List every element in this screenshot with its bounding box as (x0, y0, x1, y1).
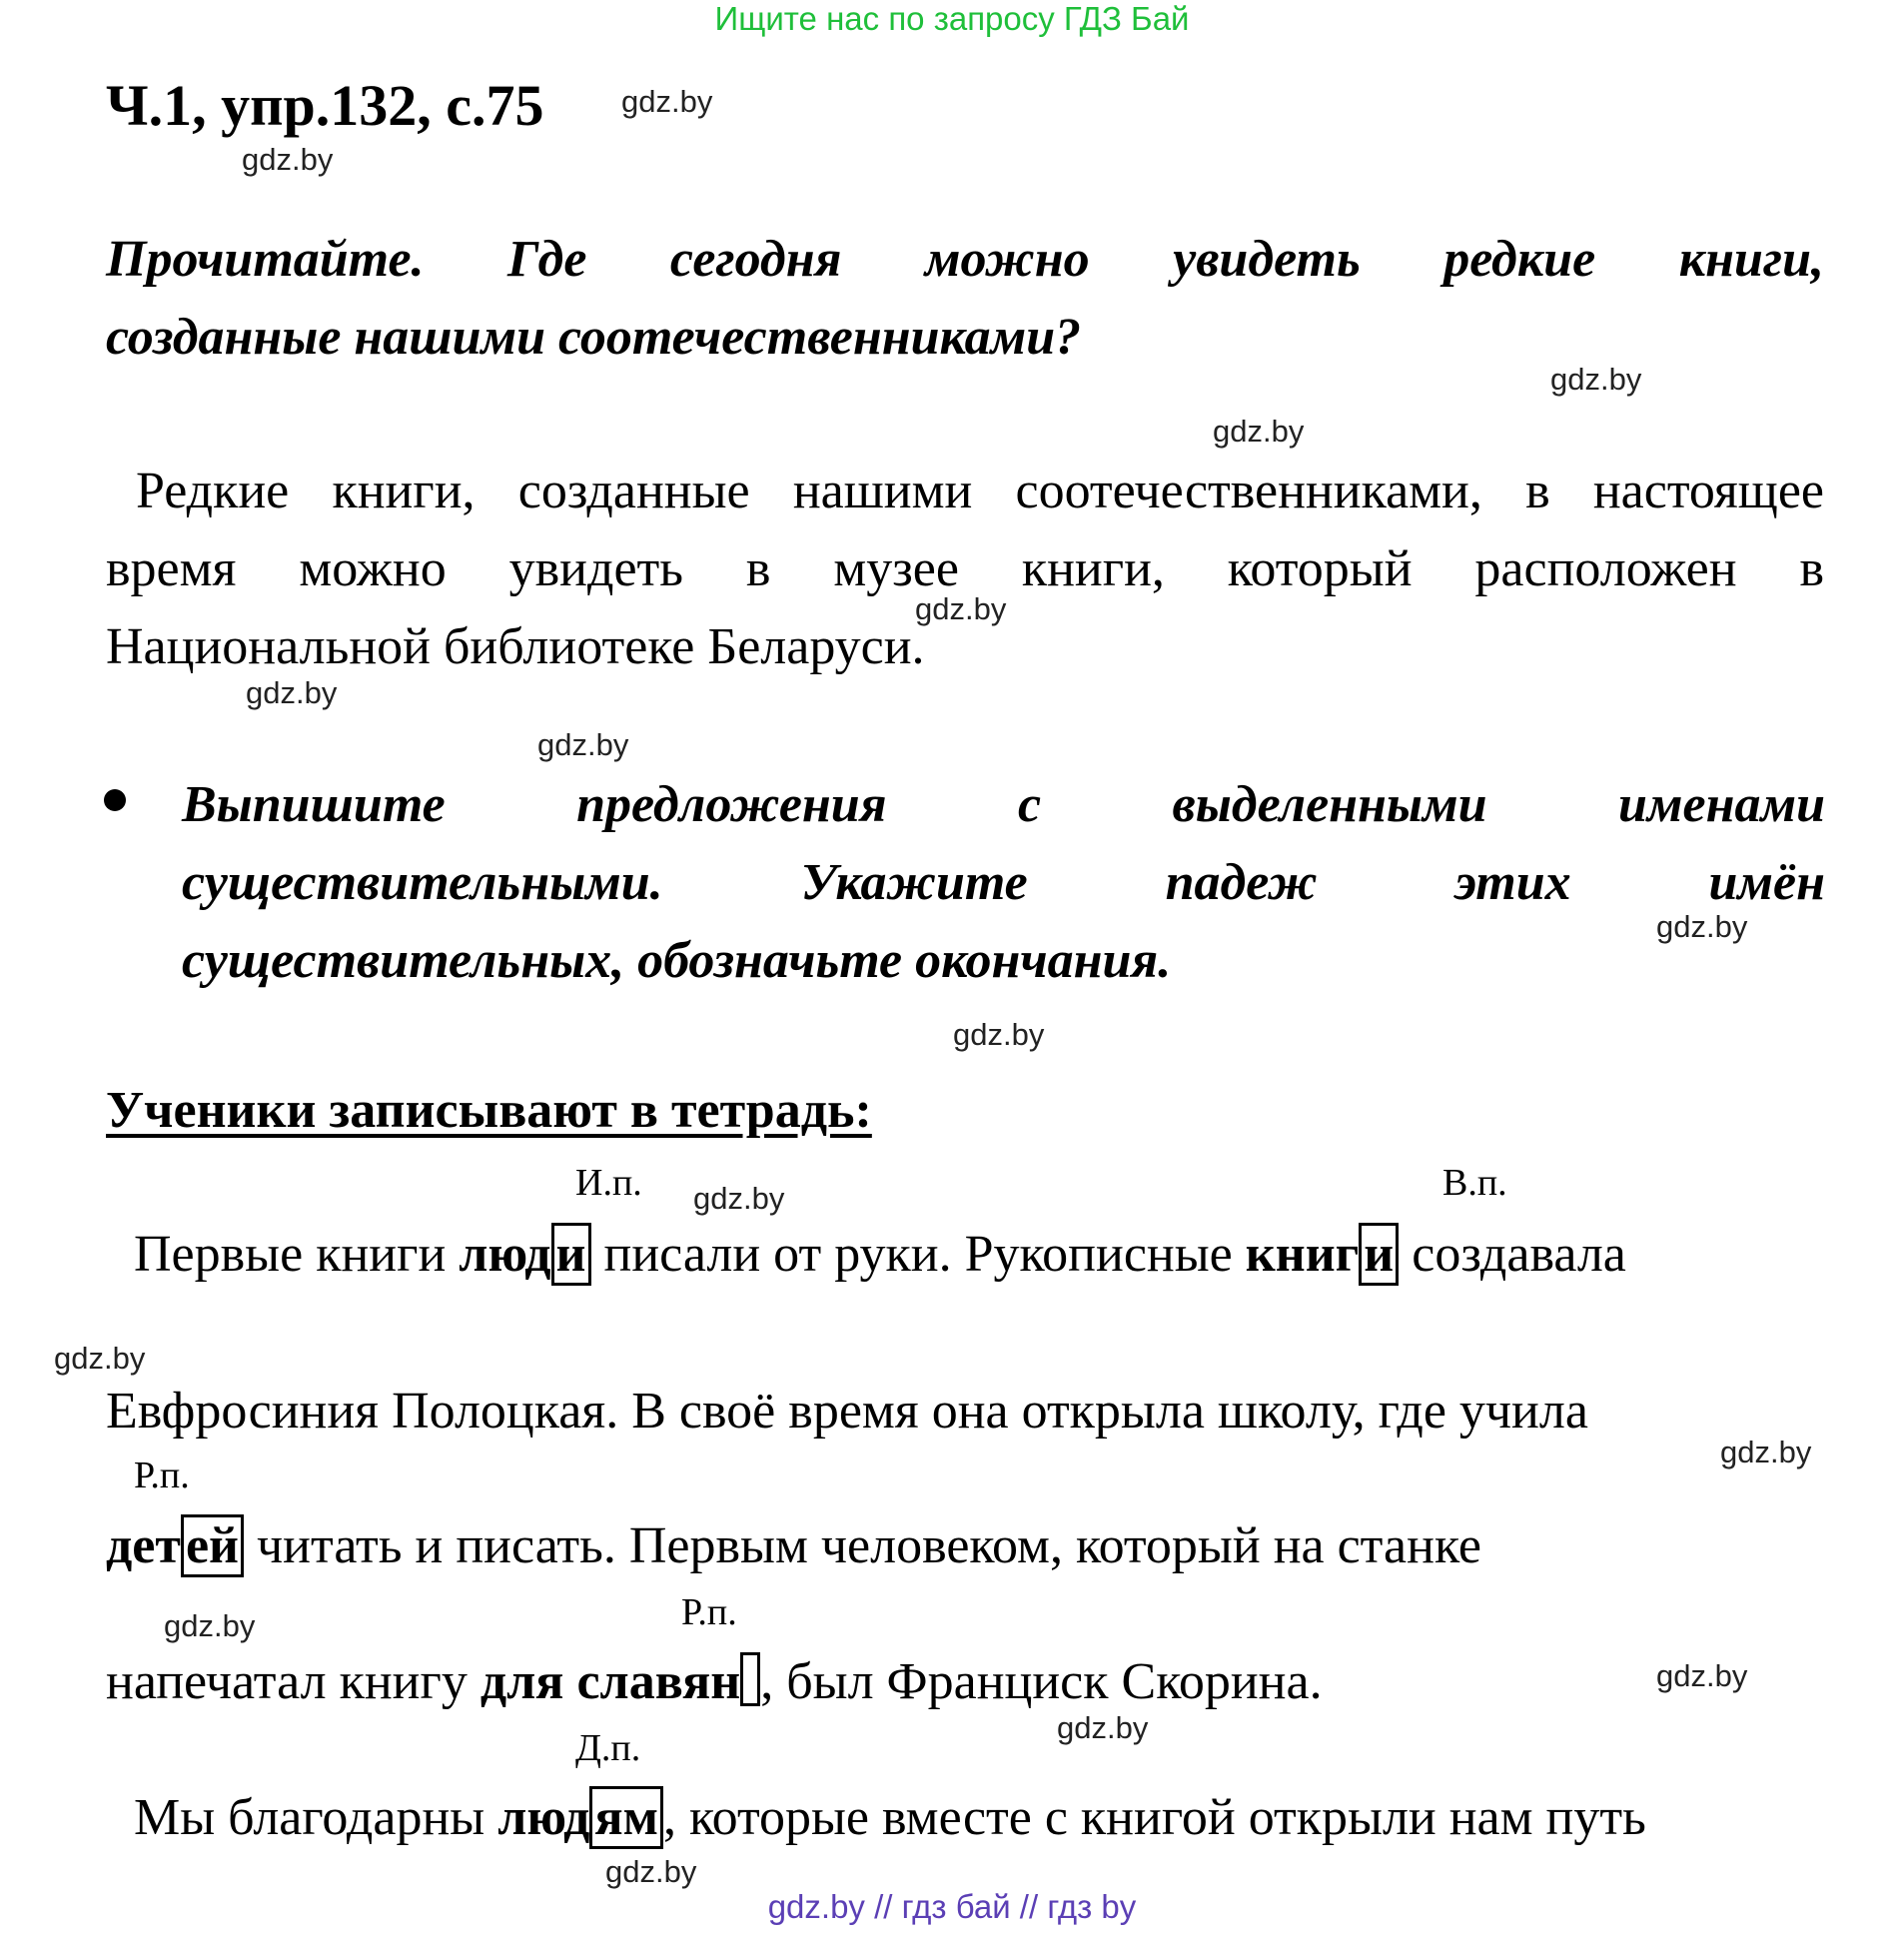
text-segment: писали от руки. Рукописные (590, 1226, 1246, 1283)
top-banner: Ищите нас по запросу ГДЗ Бай (714, 0, 1190, 37)
notebook-line3 (106, 1516, 1824, 1576)
ending-box: и (551, 1223, 591, 1286)
text-segment: читать и писать. Первым человеком, который на станке (243, 1517, 1481, 1574)
answer-line2: время можно увидеть в музее книги, который расположен в (106, 540, 1824, 597)
watermark: gdz.by (621, 84, 713, 119)
case-label-dative: Д.п. (575, 1727, 641, 1769)
notebook-line5 (134, 1788, 1852, 1848)
watermark: gdz.by (242, 142, 334, 177)
watermark: gdz.by (164, 1608, 256, 1643)
footer-links: gdz.by // гдз бай // гдз by (767, 1888, 1137, 1925)
ending-box: и (1359, 1223, 1399, 1286)
watermark: gdz.by (1550, 362, 1642, 397)
empty-ending-box (740, 1652, 760, 1706)
highlighted-noun-stem: люд (497, 1789, 590, 1846)
text-segment: напечатал книгу (106, 1653, 480, 1710)
text-segment: , был Франциск Скорина. (760, 1653, 1323, 1710)
watermark: gdz.by (915, 591, 1007, 626)
answer-line1: Редкие книги, созданные нашими соотечественниками, в настоящее (136, 463, 1824, 519)
highlighted-noun-stem: книг (1245, 1226, 1360, 1283)
case-label-genitive-2: Р.п. (681, 1591, 737, 1633)
text-segment: Мы благодарны (134, 1789, 498, 1846)
answer-line3: Национальной библиотеке Беларуси. (106, 618, 925, 675)
notebook-line2: Евфросиния Полоцкая. В своё время она открыла школу, где учила (106, 1383, 1588, 1440)
notebook-subheading: Ученики записывают в тетрадь: (106, 1082, 872, 1139)
watermark: gdz.by (246, 675, 338, 710)
task1-line1: Прочитайте. Где сегодня можно увидеть редкие книги, (106, 231, 1824, 288)
watermark: gdz.by (1057, 1710, 1149, 1745)
watermark: gdz.by (605, 1854, 697, 1889)
watermark: gdz.by (1656, 909, 1748, 944)
exercise-heading: Ч.1, упр.132, с.75 (106, 73, 544, 138)
highlighted-noun-stem: для славян (479, 1653, 741, 1710)
text-segment: Первые книги (134, 1226, 460, 1283)
watermark: gdz.by (1213, 414, 1305, 449)
task1-line2: созданные нашими соотечественниками? (106, 309, 1082, 366)
bullet-icon (104, 789, 126, 811)
watermark: gdz.by (54, 1341, 146, 1376)
case-label-nominative: И.п. (575, 1162, 642, 1204)
text-segment: , которые вместе с книгой открыли нам путь (663, 1789, 1646, 1846)
task2-line2: существительными. Укажите падеж этих имён (182, 854, 1825, 911)
case-label-genitive-1: Р.п. (134, 1455, 190, 1496)
highlighted-noun-stem: дет (106, 1517, 181, 1574)
case-label-accusative: В.п. (1442, 1162, 1507, 1204)
watermark: gdz.by (537, 727, 629, 762)
highlighted-noun-stem: люд (459, 1226, 551, 1283)
ending-box: ей (181, 1514, 244, 1577)
notebook-line1 (134, 1225, 1852, 1285)
notebook-line4 (106, 1652, 1824, 1712)
ending-box: ям (589, 1786, 663, 1849)
text-segment: создавала (1399, 1226, 1626, 1283)
watermark: gdz.by (1656, 1658, 1748, 1693)
watermark: gdz.by (693, 1181, 785, 1216)
watermark: gdz.by (953, 1017, 1045, 1052)
task2-line1: Выпишите предложения с выделенными именами (182, 776, 1825, 833)
watermark: gdz.by (1720, 1435, 1812, 1469)
task2-line3: существительных, обозначьте окончания. (182, 932, 1172, 989)
